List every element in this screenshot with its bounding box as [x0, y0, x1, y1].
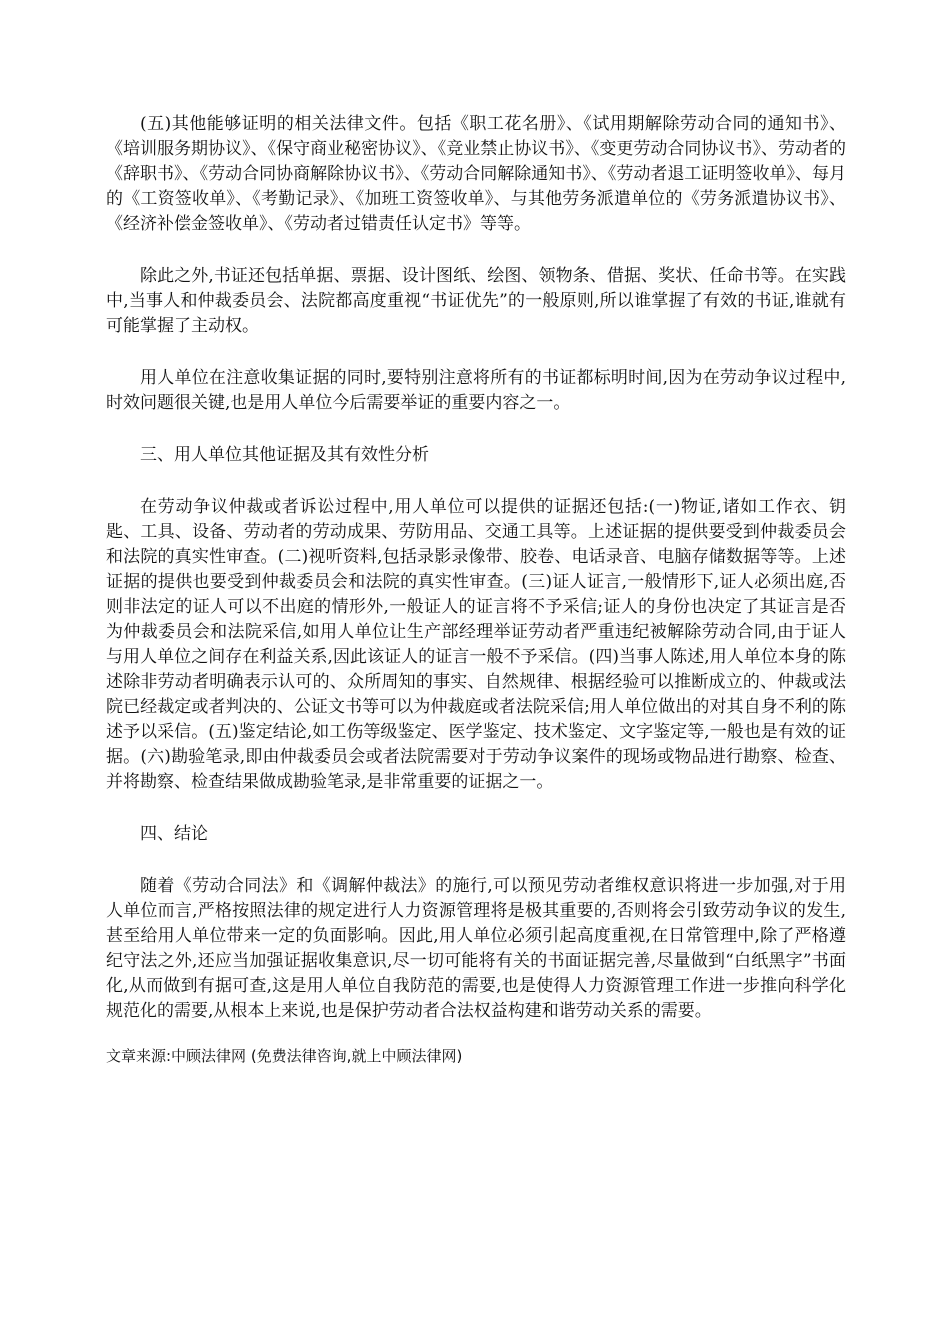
section-heading-other-evidence: 三、用人单位其他证据及其有效性分析: [140, 445, 429, 465]
paragraph-evidence-types: 在劳动争议仲裁或者诉讼过程中,用人单位可以提供的证据还包括:(一)物证,诸如工作衣、钥匙、工具、设备、劳动者的劳动成果、劳防用品、交通工具等。上述证据的提供要受到仲裁委员会和法院的真实性审查。(二)视听资料,包括录影录像带、胶卷、电话录音、电脑存储数据等等。上述证据的提供也要受到仲裁委员会和法院的真实性审查。(三)证人证言,一般情形下,证人必须出庭,否则非法定的证人可以不出庭的情形外,一般证人的证言将不予采信;证人的身份也决定了其证言是否为仲裁委员会和法院采信,如用人单位让生产部经理举证劳动者严重违纪被解除劳动合同,由于证人与用人单位之间存在利益关系,因此该证人的证言一般不予采信。(四)当事人陈述,用人单位本身的陈述除非劳动者明确表示认可的、众所周知的事实、自然规律、根据经验可以推断成立的、仲裁或法院已经裁定或者判决的、公证文书等可以为仲裁庭或者法院采信;用人单位做出的对其自身不利的陈述予以采信。(五)鉴定结论,如工伤等级鉴定、医学鉴定、技术鉴定、文字鉴定等,一般也是有效的证据。(六)勘验笔录,即由仲裁委员会或者法院需要对于劳动争议案件的现场或物品进行勘察、检查、并将勘察、检查结果做成勘验笔录,是非常重要的证据之一。: [106, 497, 846, 792]
paragraph-conclusion: 随着《劳动合同法》和《调解仲裁法》的施行,可以预见劳动者维权意识将进一步加强,对于用人单位而言,严格按照法律的规定进行人力资源管理将是极其重要的,否则将会引致劳动争议的发生,甚至给用人单位带来一定的负面影响。因此,用人单位必须引起高度重视,在日常管理中,除了严格遵纪守法之外,还应当加强证据收集意识,尽一切可能将有关的书面证据完善,尽量做到“白纸黑字”书面化,从而做到有据可查,这是用人单位自我防范的需要,也是使得人力资源管理工作进一步推向科学化规范化的需要,从根本上来说,也是保护劳动者合法权益构建和谐劳动关系的需要。: [106, 876, 846, 1021]
section-heading-conclusion: 四、结论: [140, 824, 208, 844]
paragraph-time-marking: 用人单位在注意收集证据的同时,要特别注意将所有的书证都标明时间,因为在劳动争议过程中,时效问题很关键,也是用人单位今后需要举证的重要内容之一。: [106, 368, 846, 413]
paragraph-documentary-evidence: 除此之外,书证还包括单据、票据、设计图纸、绘图、领物条、借据、奖状、任命书等。在实践中,当事人和仲裁委员会、法院都高度重视“书证优先”的一般原则,所以谁掌握了有效的书证,谁就有可能掌握了主动权。: [106, 266, 846, 336]
article-source: 文章来源:中顾法律网 (免费法律咨询,就上中顾法律网): [106, 1047, 463, 1065]
paragraph-other-legal-documents: (五)其他能够证明的相关法律文件。包括《职工花名册》、《试用期解除劳动合同的通知书》、《培训服务期协议》、《保守商业秘密协议》、《竞业禁止协议书》、《变更劳动合同协议书》、劳动者的《辞职书》、《劳动合同协商解除协议书》、《劳动合同解除通知书》、《劳动者退工证明签收单》、每月的《工资签收单》、《考勤记录》、《加班工资签收单》、与其他劳务派遣单位的《劳务派遣协议书》、《经济补偿金签收单》、《劳动者过错责任认定书》等等。: [106, 114, 846, 234]
document-body: [106, 112, 846, 1067]
